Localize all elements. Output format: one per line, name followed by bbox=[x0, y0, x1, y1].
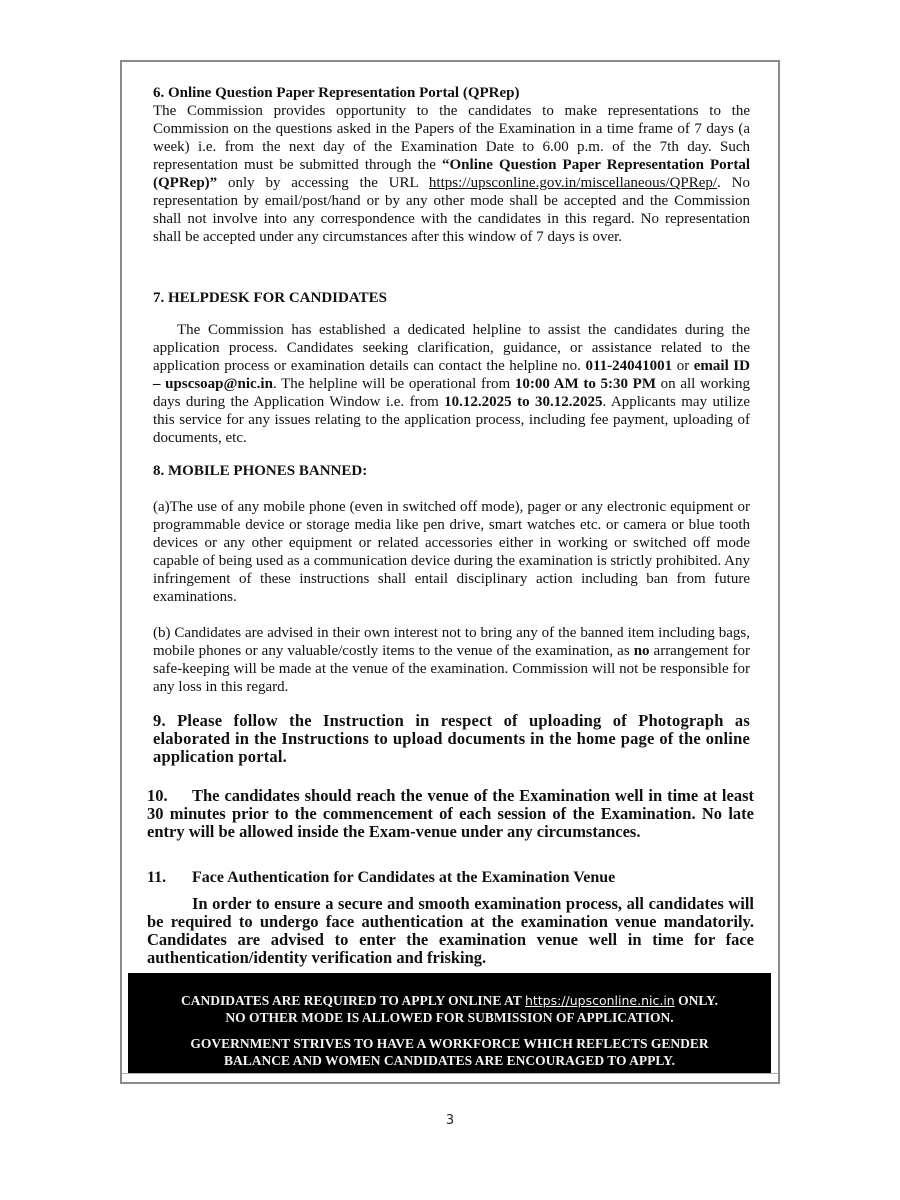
section-heading: 7. HELPDESK FOR CANDIDATES bbox=[153, 290, 387, 306]
section-paragraph: The Commission provides opportunity to the candidates to make representations to the Commission on the questions asked in the Papers of the Examination in a time frame of 7 days (a week) i.e. from the next day of the Examination Date to 6.00 p.m. of the 7th day. Such representation must be submitted through the “Online Question Paper Representation Portal (QPRep)” only by accessing the URL https://upsconline.gov.in/miscellaneous/QPRep/. No representation by email/post/hand or by any other mode shall be accepted and the Commission shall not involve into any correspondence with the candidates in this regard. No representation shall be accepted under any circumstances after this window of 7 days is over. bbox=[153, 103, 750, 245]
upsconline-link[interactable]: https://upsconline.nic.in bbox=[524, 993, 675, 1008]
section-heading: 11. Face Authentication for Candidates at the Examination Venue bbox=[147, 869, 616, 886]
section-number: 11. bbox=[147, 869, 167, 886]
section-number: 10. bbox=[147, 786, 168, 805]
helpline-number: 011-24041001 bbox=[585, 358, 673, 374]
mobile-ban-paragraph-b: (b) Candidates are advised in their own interest not to bring any of the banned item including bags, mobile phones or any valuable/costly items to the venue of the examination, as no arrangement for safe-keeping will be made at the venue of the examination. Commission will not be responsible for any loss in this regard. bbox=[153, 625, 750, 695]
mobile-ban-paragraph-a: (a)The use of any mobile phone (even in switched off mode), pager or any electronic equipment or programmable device or storage media like pen drive, smart watches etc. or camera or blue tooth devices or any other equipment or related accessories either in working or switched off mode capable of being used as a communication device during the examination is strictly prohibited. Any infringement of these instructions shall entail disciplinary action including ban from future examinations. bbox=[153, 499, 750, 605]
face-auth-paragraph: In order to ensure a secure and smooth examination process, all candidates will be required to undergo face authentication at the examination venue mandatorily. Candidates are advised to enter the examination venue well in time for face authentication/identity verification and frisking. bbox=[147, 894, 754, 967]
qprep-url-link[interactable]: https://upsconline.gov.in/miscellaneous/QPRep/ bbox=[428, 175, 718, 191]
application-window-dates: 10.12.2025 to 30.12.2025 bbox=[444, 394, 603, 410]
portal-name: “Online Question Paper Representation Portal (QPRep)” bbox=[153, 157, 750, 191]
section-qprep bbox=[153, 84, 750, 246]
apply-online-banner bbox=[128, 973, 771, 1073]
page-number: 3 bbox=[445, 1113, 455, 1128]
photograph-instruction: 9. Please follow the Instruction in respect of uploading of Photograph as elaborated in the Instructions to upload documents in the home page of the online application portal. bbox=[153, 711, 750, 766]
reporting-time-instruction: 10. The candidates should reach the venue of the Examination well in time at least 30 minutes prior to the commencement of each session of the Examination. No late entry will be allowed inside the Exam-venue under any circumstances. bbox=[147, 786, 754, 841]
banner-apply-notice: CANDIDATES ARE REQUIRED TO APPLY ONLINE AT https://upsconline.nic.in ONLY. NO OTHER MODE IS ALLOWED FOR SUBMISSION OF APPLICATION. bbox=[180, 993, 719, 1025]
section-heading: 6. Online Question Paper Representation Portal (QPRep) bbox=[153, 85, 520, 101]
helpline-email: email ID – upscsoap@nic.in bbox=[153, 358, 750, 392]
section-heading: 8. MOBILE PHONES BANNED: bbox=[153, 463, 368, 479]
banner-gender-balance-notice: GOVERNMENT STRIVES TO HAVE A WORKFORCE WHICH REFLECTS GENDER BALANCE AND WOMEN CANDIDATES ARE ENCOURAGED TO APPLY. bbox=[190, 1036, 709, 1068]
frame-inner-divider bbox=[122, 1073, 778, 1074]
helpdesk-paragraph: The Commission has established a dedicated helpline to assist the candidates during the application process. Candidates seeking clarification, guidance, or assistance related to the application process or examination details can contact the helpline no. 011-24041001 or email ID – upscsoap@nic.in. The helpline will be operational from 10:00 AM to 5:30 PM on all working days during the Application Window i.e. from 10.12.2025 to 30.12.2025. Applicants may utilize this service for any issues relating to the application process, including fee payment, uploading of documents, etc. bbox=[153, 322, 750, 446]
helpline-hours: 10:00 AM to 5:30 PM bbox=[514, 376, 656, 392]
